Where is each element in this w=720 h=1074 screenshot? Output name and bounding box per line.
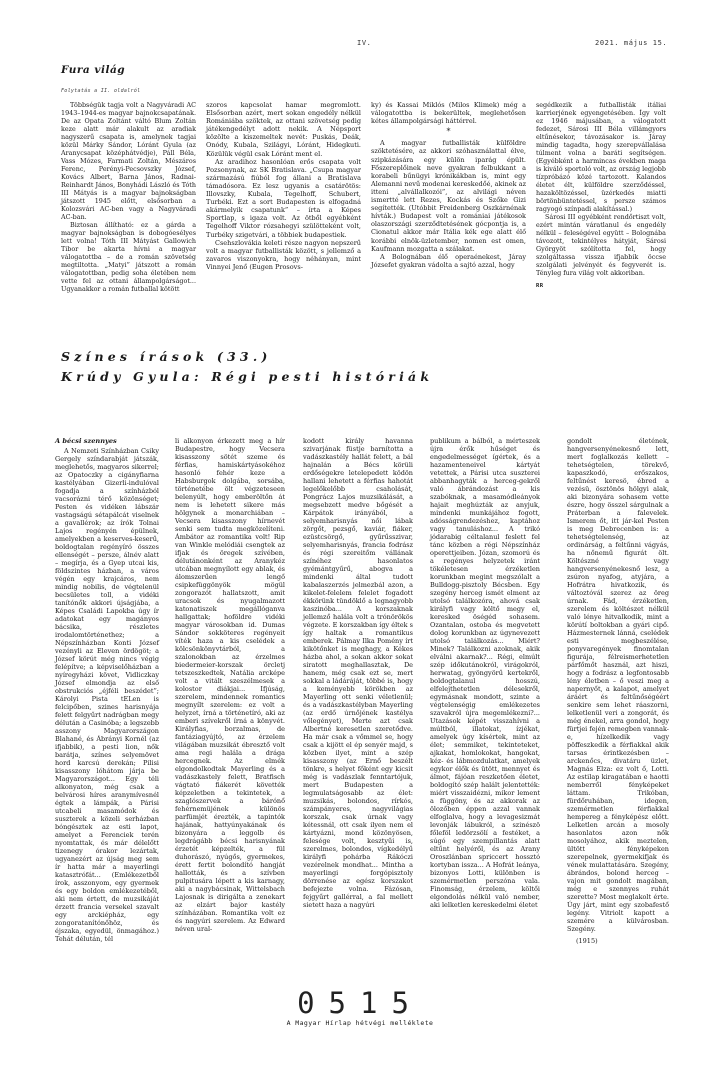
article1-column-3 bbox=[371, 101, 526, 269]
article1-column-1 bbox=[61, 101, 196, 293]
article2-column-3 bbox=[303, 437, 413, 909]
article2-title: Krúdy Gyula: Régi pesti históriák bbox=[61, 369, 434, 384]
paragraph: ky) és Kassai Miklós (Milos Klimek) még a válogatottba is bekerültek, meglehetősen kétes állampolgársági háttérrel. bbox=[371, 101, 526, 126]
article2-column-1 bbox=[55, 437, 159, 943]
paragraph: A Nemzeti Színházban Csiky Gergely színdarabját játszák, meglehetős, magyaros sikerrel; az Opatoczky a cigányfiarna kastélyában Gizerli-indulóval fogadja a színházból vacsorázni térő közönséget; Pesten és vidéken lábszár vastagságú sétapálcát viselnek a gavallérok; az írók Tolnai Lajos regényén épülnek, amelyekben a keserves-keserű, boldogtalan regényíró összes ellenségét – persze, álnév alatt – megírja, és a Gyep utcai kis, földszintes házban, a város végén egy krajcáros, nem mindig nobilis, de végtelenül becsületes toll, a vidéki tanítónők akkori újságjába, a Képes Családi Lapokba úgy ír adatokat egy magányos bácsika, részletes irodalomtörténethez; a Népszínházban Konti József vezényli az Eleven ördögöt; a József körút még nincs végig felépítve; a képviselőházban a nyíregyházi követ, Vidliczkay József elmondja az első obstrukciós „éjféli beszédet”; Károlyi Pista tELen is felcipőben, szines harisnyája felett felgyűrt nadrágban megy délután a Casinóba; a legszebb asszony Magyarországon Blahané, és Ábrányi Kornél (az ifjabbik), a pesti lion, nők barátja, színes selyemövet hord karcsú derekán; Pilisi kisasszony lóhátom járja be Magyarországot... Egy téli alkonyaton, még csak a belvárosi híres aranymívesnél égtek a lámpák, a Párisi utcabeli masamódok és suszterek a közeli serházban bóngésztek az esti lapot, amelyet a Ferenciek terén nyomtattak, és már délelőtt tizenegy órakor lezártak, ugyanezért az újság meg sem ír hatta már a mayerlingi katasztrófát... (Emlékezetből írok, asszonyom, egy gyermek és egy boldon emlékezetéből, aki nem értett, de muzsikáját érzett francia versekel szavalt egy arckiépház, egy zongoratanítónőhöz, és éjszaka, egyedül, önmagához.) Tehát délután, tél bbox=[55, 447, 159, 943]
paragraph: gondolt életének, hangversenyénekesnő lett, mert foglalkozás kellett – tehetségtelen, törekvő, kapaszkodó, erőszakos, feltűnést keresö, ébred a vezésü, ösztönös hölgyi alak, aki bizonyára sohasem vette észre, hogy összel sárgulnak a Práterban a falevelek. Ismerem őt, itt jár-kel Pesten is meg Debrecenben is: a tehetségtelenség, az ordinárság, a feltűnni vágyás, ha nőnemű figurát ölt. Költészné vagy hangversenyénekesnő lesz, a zsúron nyafog, atyjára, a Hofrátra hivatkozik, és változtóvál szerez az öreg úrnak. Fád, érzéketlen, szerelem és költészet nélkül való lénye hitvalkodik, mint a körútí boltokban a gyári cipő. Házmesternek lánná, cselédek esti megbeszélése, ponyvaregények finomtalan figurája, félreismerhetetlen párfőmőt használ, azt hiszi, hogy a fodrász a legfontosabb lény életben – ő veszi meg a napernyőt, a kalapot, amelyet áráért és feltűnőségéért senkire sem lehet ráaszorni, lelketlenül veri a zongorát, és még énekel, arra gondol, hogy fürtjei fején remegben vannak-e, hízelkedik vagy pöffeszkedik a férfiakkal akik tarsas érintkezésben – arckenőcs, divatáru üzlet, Magnás Elza: ez volt ő, Lotti. Az estilap kiragatában e haotti nemberről fényképeket láttam. Trikóban, fürdőruhában, idegen, szemérmetlen férfiakkal hempereg a fényképész előtt. Lelketlen arcán a mosoly hasonlatos azon nők mosolyához, akik meztelen, ültött fényképeken szerepelnek, gyermekifjak és vének mulattatására. Szegény, ábrándos, bolond herceg – vajon mit gondolt magában, még e szennyes ruhát szerette? Most meglakolt érte. Úgy járt, mint egy szobafestő legény. Vitriolt kapott a szemére a külvárosban. Szegény. bbox=[567, 437, 669, 933]
article2-column-4 bbox=[430, 437, 540, 909]
paragraph: Csehszlovákia keleti része nagyon nepszerű volt a magyar futballisták között, s jellemző a zavaros viszonyokra, hogy néhányan, mint Vinnyei Jenő (Eugen Prosovs- bbox=[206, 238, 361, 271]
paragraph: publikum a bálból, a mérteszek újra érők hűséget és engedelmességet ígértek, és a hazamenteneivel kártyát vetettek, a Párisi utca suszterei abbanhagyták a herceg-gekről való ábrándozást a kis szabóknak, a masamódleányok hajait meghúzták az anyjuk, mindenki munkájához fogott, adósságrendezéshez, kaptához vagy tanuláshoz... A trikó jódarabig céltalanul feslett fel tánc közben a régi Népszínház operettjeiben. Józan, szomorú és a regényes helyzetek iránt tökéletesen érzéketlen korunkban megint megszólalt a Bulldogg-pisztoly Bécsben. Egy szegény herceg ismét elment az utolsó találkozóra, ahová csak királyfi vagy költő megy el, keresked öségéd sohasem. Ozantalan, ostoba és megvetett dolog korunkban az úgynevezett utolsó találkozás... Miért? Minek? Találkozni azoknak, akik elválni akarnak?... Régi, elmúlt szép időkutánokról, virágokról, herwatag, gyöngyörű kertekről, boldogtalanul hosszú, elfelejthetetlen délesekről, egymásnak mondott, szinte a végtelenségig emlékezetes szavakról újra megemlékezni?... Utazások képét visszahívni a múltból, illatokat, ízjékat, amelyek úgy kísértek, mint az élet; semmiket, tekinteteket, ajkakat, homlokokat, hangokat, kéz- és lábmozdulatkat, amelyek egykor élők és ütött, mennyet és álmot, fájóan reszketően életet, boldogító szép halált jelentették: miért visszaidézni, mikor lement a függöny, és az akkorak az ölozőben éppen azzal vannak elfoglalva, hogy a levagesizmát levonják lábukról, a szinészö főleföl ledörzsölí a festéket, a súgó egy szempillantás alatt eltűnt helyéről, és az Arany Oroszlánban spriccert hossztó kortyban issza... A Hofrát leánya, bizonyos Lotti, különben is szemérmetlen perszóna vala. Finomság, érzelem, költői elgondolás nélkül való nember, aki lelketlen kereskedelmi életet bbox=[430, 437, 540, 909]
article1-column-4 bbox=[536, 101, 666, 291]
article1-title: Fura világ bbox=[61, 64, 126, 76]
header-section: IV. bbox=[357, 39, 372, 47]
footer-label: A Magyar Hírlap hétvégi melléklete bbox=[286, 1019, 434, 1027]
article2-column-2 bbox=[175, 437, 285, 933]
article1-column-2 bbox=[206, 101, 361, 271]
header-date: 2021. május 15. bbox=[595, 39, 668, 47]
paragraph: Az aradihoz hasonlóan erős csapata volt Pozsonynak, az SK Bratislava. „Csupa magyar származású fiúból fog állani a Bratislava támadósora. Ez lesz ugyanis a csatárötös: Illovszky, Kubala, Tegelhoff, Schubert, Turbéki. Ezt a sort Budapesten is elfogadná akármelyik csapatunk” – írta a Képes Sportlap, s igaza volt. Az ötből egyébként Tegelhoff Viktor rózsahegyi szülötteként volt, Turbéky szigetvári, a többiek budapestiek. bbox=[206, 157, 361, 239]
article1-continued: Folytatás a II. oldalról bbox=[61, 88, 141, 94]
series-kicker: Színes írások (33.) bbox=[61, 349, 272, 364]
section-break-star: * bbox=[446, 127, 451, 137]
paragraph: A Bolognában élő operaénekest, Járay Józsefet gyakran vádolta a sajtó azzal, hogy bbox=[371, 252, 526, 269]
paragraph: li alkonyon érkezett meg a hír Budapestre, hogy Vecsera kisasszony sötét szeme és férfias, hamiskártyásokéhoz hasonló fehér keze a Habsburgok dolgába, sorsába, történetébe ölt végzeteseen belenyúlt, hogy emberöltőn át nem is lehetett sikere más hölgynek a monarchiában – Vecsera kisasszony hírnevét senki sem tudta megközelíteni. Ámbátor az romantika volt! Rip van Winkle melódiái csengtek az ifjak és öregek szívében, délutánonként az Aranykéz utcában megnyílott egy ablak, és álomszerűen lengő csipkefüggönyök mögül zongorazót hallatszott, amit uracsok és nyugalmazott katonatiszek megállóganva hallgattak; hoföldre vidéki magyar városokban id. Dumas Sándor sokköteres regényeit víték haza a kis cselédek a kölcsönkönyvtárból, a szalonokban az érzelmes biedermeier-korszak örcletj tetszeszkedtek, Natália arcképe volt a vitált szeszélmesek a kolostor diákjai... Ifjúság, szerelem, mindennek romantics megnyílt szerelem: ez volt a helyzet, írná a történetíró, aki az emberi szívekről írná a könyvét. Királyfias, borzalmas, de fantáziagyújtó, az érzelem világában muzsikát ébresztő volt ama regi halála a drága hercegnek. Az elmék elgondolkodtak Mayerling és a vadászkastely felett, Bratfisch vágtató fiákerét követték képzeletben a tekintetek, a szaglószervek a bárónő fehérnemüjének különös parfümjét érezték, a tapintók hajának, hattyúnyakának és bizonyára a leggolb és legdrágább bécsi harisnyának érzetét képzelték, a fül duhorászó, nyúgős, gyermekes, érett fertit bolondító hangját hallották, és a szívben pulpitusára lépett a kis karnagy, aki a nagybácsinak, Wittelsbach Lajosnak is dirigálta a zenekart az elzárt bajor kastély színházában. Romantika volt ez és nagyúri szerelem. Az Edward néven ural- bbox=[175, 437, 285, 933]
page-number: 0515 bbox=[297, 986, 423, 1020]
paragraph: kodott király havanna szivarjának füstje barnította a vadászkastély hallát felett, a bál hajnalán a Bécs körüli erdőségekre letelepedett ködön hallani lehetett a férfias hahotát legelőkelőbb csaholását, Pongrácz Lajos muzsikálását, a megsebzett medve bőgését a Kárpátok irányából, a selyemharisnyás női lábak zörgőt, pezsgő, kaviár, fiáker, ezüstcsörgő, gyűrűsszivar, selyemharisnyás, francia fodrász és régi szereitőm vállának színéhez hasonlatos gyémántgyűrű, abogva a mindenki által tudott kabalaszerzés jelmezbál azon, a kikelet-felelem felelet fogadott ékkörünk tündöklő a legnagyobb kaszinóba... A korszaknak jellemző halála volt a trónörökös végzete. E korszakban így éltek s így haltak a romantikus emberek. Pálmay Ilka Pomény írt kikötőnket is meghagy, a Kékes házba ahol, a sokan akkor sokat siratott meghallasztak, De hanem, még csak ezt se, mert sokkal a ládáráját, többé is, hogy a keményebb körökben az Mayerling ott senki véletlenül; és a vadászkastélyban Mayerling (az erdő úrnőjének kastélya vőlegényet), Merte azt csak Albertné keresetlen szeretődve. Ha már csak a vőmmel se, hogy csak a kijött el ép senyér majd, s közben ilyet, mint a szép kisasszony (az Ernő beszélt tönkre, s helyet főként egy kicsit még is vadászlak fenntartójuk, mert Budapesten a legmulatságosabb az élet: muzsikás, bolondos, rírkós, számpányeres, nagyvilágias korszak, csak úrnak vagy kétessnál, ott csak ilyen nem el kártyázni, mond közönyösen, felesége volt, kesztyűi is, szerelmes, bolondos, vígkedélyű királyfi pohárba Rákóczi vezérelnek mondhat... Mintha a mayerlingi forgópisztoly dörrenése az egész korszakot befejezte volna. Fázósan, fejgyűrt gallérral, a fal mellett sietett haza a nagyúri bbox=[303, 437, 413, 909]
author-signature: RR bbox=[536, 282, 544, 289]
paragraph: segédkezik a futballisták itáliai karrierjének egyengetésében. Így volt ez 1946 májusában, a válogatott fedezet, Sárosi III Béla villámgyors eltűnésekor, távozásakor is. Járay mindig tagadta, hogy szerepvállalása túlment volna a baráti segítségen. (Egyébként a harmincas években maga is kiváló sportoló volt, az ország legjobb tízpróbázó közé tartozott. Kalandos életet élt, külföldre szerződéssel, hazaköltözéssel, üzérkedés miatti börtönbüntetéssel, s persze számos ragyogó színpadi alakítással.) bbox=[536, 101, 666, 213]
paragraph: Többségük tagja volt a Nagyváradi AC 1943–1944-es magyar bajnokcsapatának. De az Opata Zoltánt váltó Blum Zoltán keze alatt már alakult az aradiak nagyszerű csapata is, amelynek tagjai közül Márky Sándor, Lóránt Gyula (az Aranycsapat középhátvédje), Páll Béla, Vass Mózes, Farmati Zoltán, Mészáros Ferenc, Perényi-Pecsovszky József, Kovács Albert, Barna János, Radnai-Reinhardt János, Bonyhádi László és Tóth III Mátyás is a magyar bajnokságban játszott 1945 előtt, elsősorban a Kolozsvári AC-ben vagy a Nagyváradi AC-ban. bbox=[61, 101, 196, 221]
article2-subhead: A bécsi szennyes bbox=[55, 437, 117, 445]
paragraph: szoros kapcsolat hamar megromlott. Elsősorban azért, mert sokan engedély nélkül Romániába szöktek, az ottani szövetség pedig játékengedélyt adott nekik. A Népsport közölte a kiszemeltek nevét: Puskás, Deák, Onódy, Kubala, Szilágyi, Lóránt, Hidegkuti. Közülük végül csak Lóránt ment el. bbox=[206, 101, 361, 158]
publication-year: (1915) bbox=[576, 937, 598, 945]
paragraph: A magyar futballisták külföldre szöktetésére, az akkori szóhasználattal élve, szipkázására egy külön iparág épült. Főszereplőinek neve gyakran felbukkant a korabeli bűnügyi krónikákban is, mint egy Alemanni nevű modenai kereskedőé, akinek az itteni „alvállalkozói”, az alvilági néven ismertté lett Rezes, Kockás és Szőke Gizi segítették. (Utóbbit Freidenberg Oszkárnénak hívták.) Budapest volt a romániai játékosok olaszországi szerződtetésének gócpontja is, a Cionatul akkor már Itália kék ege alatt élő korábbi elnök-üzletember, nomen est omen, Kaufmann mozgatta a szálakat. bbox=[371, 139, 526, 253]
paragraph: Biztosan állítható: ez a gárda a magyar bajnokságban is dobogóesélyes lett volna! Tóth III Mátyást Gallowich Tibor be akarta hívni a magyar válogatottba – de a román szövetség megtiltotta. „Matyi” játszott a román válogatottban, pedig soha életében nem vette fel az ottani állampolgárságot... Ugyanakkor a román futballal kötött bbox=[61, 220, 196, 293]
article2-column-5 bbox=[567, 437, 669, 945]
paragraph: Sárosi III egyébként rendőrtiszt volt, ezért mintán váratlanul és engedély nélkül – feleségével együtt – Bolognába távozott, tekintélyes hátyját, Sárosi Györgyöt szólította fel, hogy szolgáltassa vissza ifjabbik öccse szolgálati jelvényét és fegyverét is. Tényleg fura világ volt akkoriban. bbox=[536, 212, 666, 277]
